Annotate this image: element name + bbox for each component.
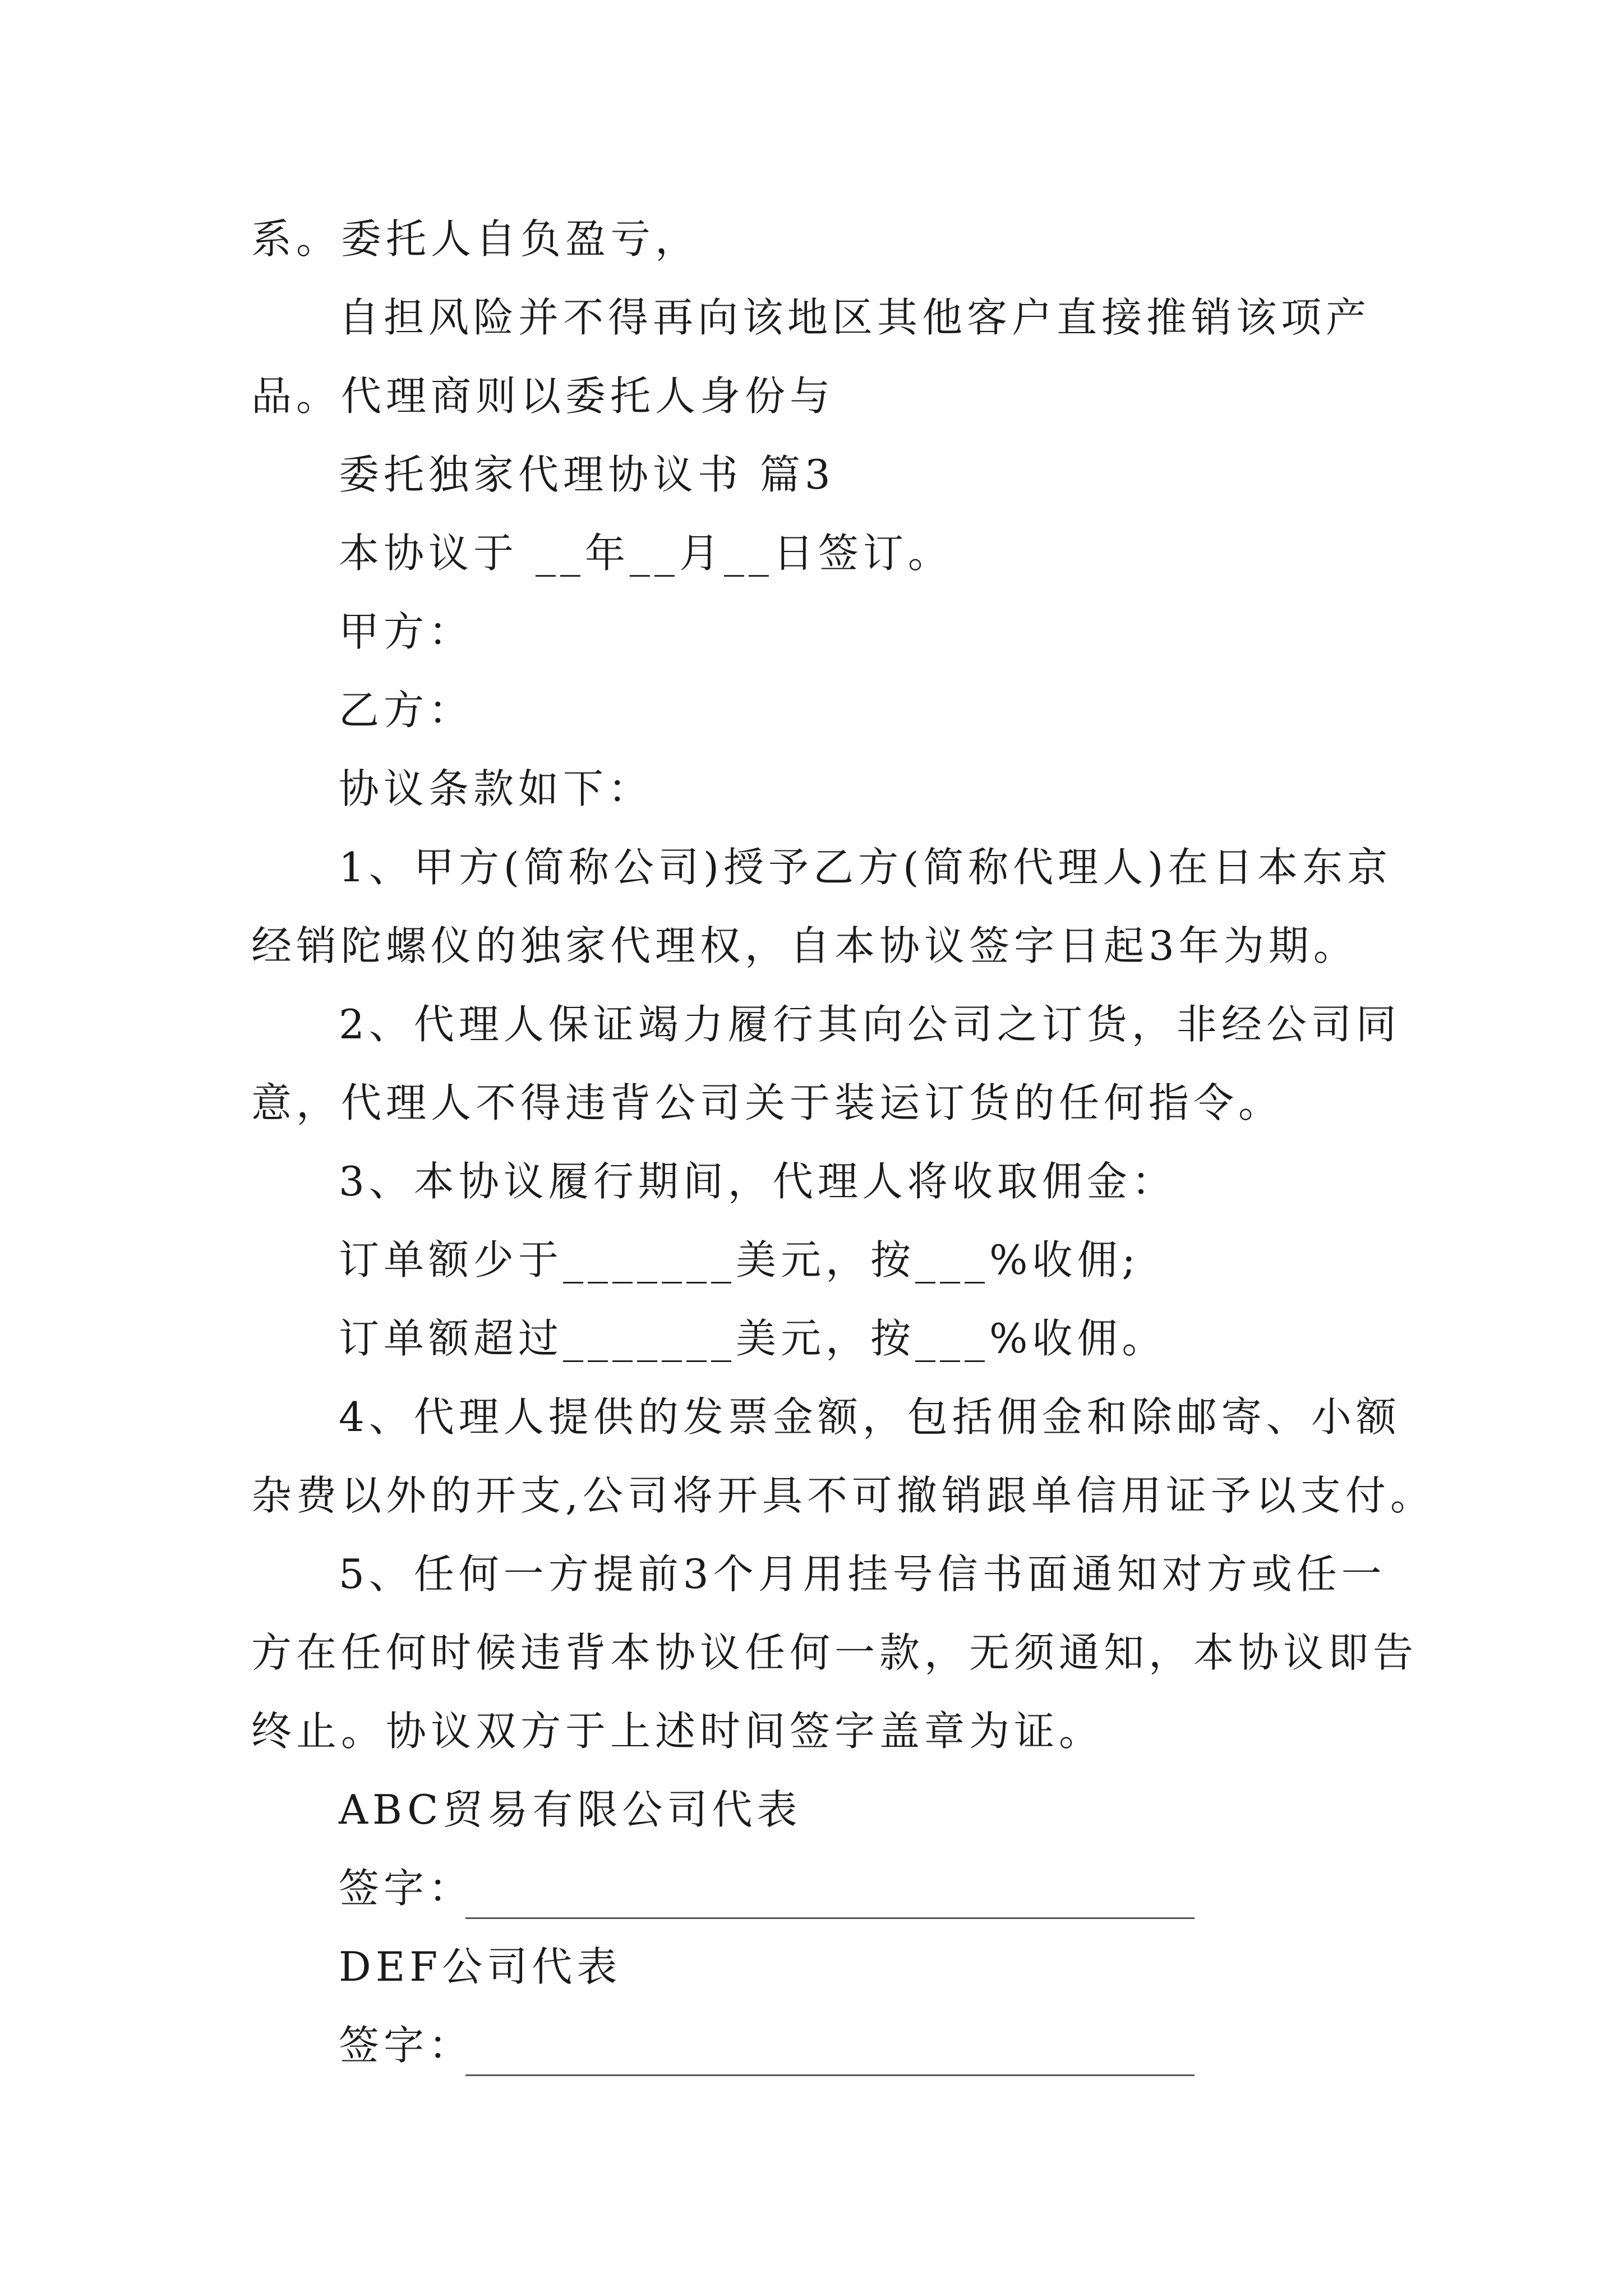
def-signature-label: 签字： <box>339 2022 474 2069</box>
clause-1-line-1: 1、甲方(简称公司)授予乙方(简称代理人)在日本东京 <box>339 844 1393 891</box>
clause-4-line-2: 杂费以外的开支,公司将开具不可撤销跟单信用证予以支付。 <box>251 1472 1435 1519</box>
abc-representative-label: ABC贸易有限公司代表 <box>339 1786 802 1833</box>
clause-2-line-2: 意，代理人不得违背公司关于装运订货的任何指令。 <box>251 1079 1284 1126</box>
clause-2-line-1: 2、代理人保证竭力履行其向公司之订货，非经公司同 <box>339 1001 1401 1048</box>
party-b-label: 乙方： <box>339 687 474 734</box>
text-line-1: 系。委托人自负盈亏， <box>251 215 700 263</box>
clause-3-line-1: 3、本协议履行期间，代理人将收取佣金： <box>339 1158 1177 1205</box>
text-line-3: 品。代理商则以委托人身份与 <box>251 372 835 420</box>
commission-below-line: 订单额少于_______美元，按___%收佣; <box>339 1236 1140 1283</box>
abc-signature-line <box>465 1917 1195 1919</box>
def-representative-label: DEF公司代表 <box>339 1943 622 1990</box>
terms-heading: 协议条款如下： <box>339 765 653 812</box>
clause-5-line-2: 方在任何时候违背本协议任何一款，无须通知，本协议即告 <box>251 1629 1418 1676</box>
text-line-2: 自担风险并不得再向该地区其他客户直接推销该项产 <box>339 294 1371 341</box>
commission-above-line: 订单额超过_______美元，按___%收佣。 <box>339 1315 1167 1362</box>
section-heading: 委托独家代理协议书 篇3 <box>339 451 835 498</box>
clause-4-line-1: 4、代理人提供的发票金额，包括佣金和除邮寄、小额 <box>339 1393 1401 1441</box>
clause-1-line-2: 经销陀螺仪的独家代理权，自本协议签字日起3年为期。 <box>251 922 1358 969</box>
clause-5-line-3: 终止。协议双方于上述时间签字盖章为证。 <box>251 1708 1104 1755</box>
clause-5-line-1: 5、任何一方提前3个月用挂号信书面通知对方或任一 <box>339 1550 1386 1598</box>
party-a-label: 甲方： <box>339 608 474 655</box>
abc-signature-label: 签字： <box>339 1865 474 1912</box>
def-signature-line <box>465 2074 1195 2076</box>
signing-date-line: 本协议于 __年__月__日签订。 <box>339 530 953 577</box>
